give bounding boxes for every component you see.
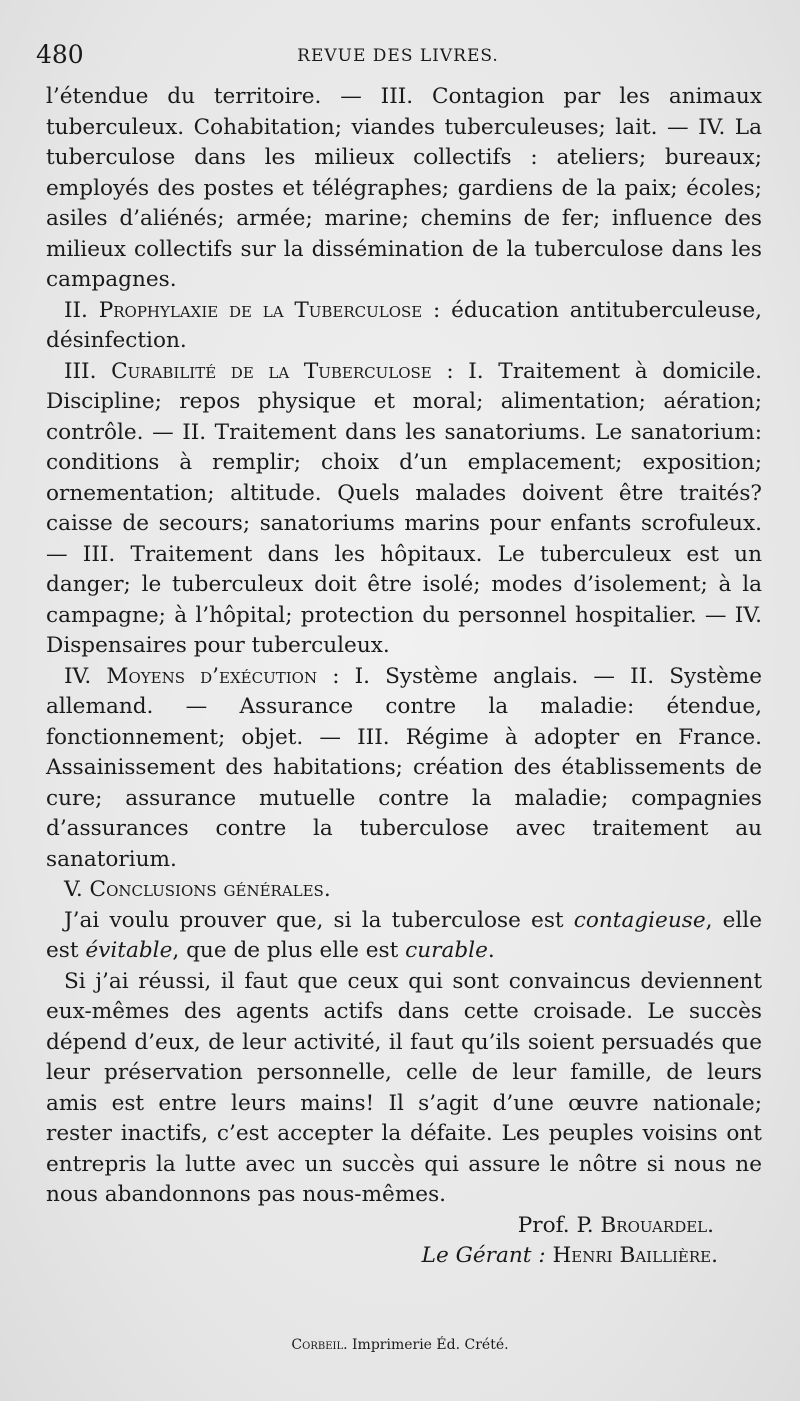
- thesis-text-2: , elle est: [46, 907, 762, 963]
- section-heading-curabilite: III. Curabilité de la Tuberculose :: [64, 358, 454, 384]
- thesis-curable: curable: [405, 938, 488, 963]
- section-text-curabilite: I. Traitement à domicile. Discipline; repos physique et moral; alimentation; aération; contrôle. — II. Traitement dans les sanatoriums. Le sanatorium: conditions à remplir; choix d’un emplacement; exposition; ornementation; altitude. Quels malades doivent être traités? caisse de secours; sanatoriums marins pour enfants scrofuleux. — III. Traitement dans les hôpitaux. Le tuberculeux est un danger; le tuberculeux doit être isolé; modes d’isolement; à la campagne; à l’hôpital; protection du personnel hospitalier. — IV. Dispensaires pour tuberculeux.: [46, 358, 762, 658]
- manager-signature: [46, 1241, 762, 1272]
- section-text-moyens: I. Système anglais. — II. Système allemand. — Assurance contre la maladie: étendue, fonctionnement; objet. — III. Régime à adopter en France. Assainissement des habitations; création des établissements de cure; assurance mutuelle contre la maladie; compagnies d’assurances contre la tuberculose avec traitement au sanatorium.: [46, 663, 762, 872]
- section-text-prophylaxie: éducation antituberculeuse, désinfection.: [46, 297, 763, 353]
- page-number: 480: [36, 40, 84, 69]
- section-heading-moyens: IV. Moyens d’exécution :: [64, 663, 340, 689]
- paragraph-prophylaxie: [46, 296, 762, 357]
- printer-city: Corbeil.: [291, 1337, 348, 1353]
- printer-imprint: [0, 1337, 800, 1353]
- thesis-text-4: .: [487, 938, 495, 963]
- thesis-evitable: évitable: [85, 938, 173, 963]
- author-signature: [46, 1211, 762, 1242]
- manager-name: Henri Baillière.: [545, 1243, 718, 1268]
- page-header: [36, 40, 760, 74]
- paragraph-contagion: l’étendue du territoire. — III. Contagion par les animaux tuberculeux. Cohabitation; viandes tuberculeuses; lait. — IV. La tuberculose dans les milieux collectifs : ateliers; bureaux; employés des postes et télégraphes; gardiens de la paix; écoles; asiles d’aliénés; armée; marine; chemins de fer; influence des milieux collectifs sur la dissémination de la tuberculose dans les campagnes.: [46, 84, 762, 292]
- section-heading-prophylaxie: II. Prophylaxie de la Tuberculose :: [64, 297, 441, 323]
- paragraph-conclusions: [46, 875, 762, 906]
- printer-name: Imprimerie Éd. Crété.: [347, 1337, 509, 1353]
- running-title: REVUE DES LIVRES.: [297, 46, 499, 66]
- paragraph-curabilite: [46, 357, 762, 662]
- section-heading-conclusions: V. Conclusions générales.: [64, 877, 331, 902]
- paragraph-thesis: [46, 906, 762, 967]
- thesis-text-3: , que de plus elle est: [172, 938, 406, 963]
- manager-label: Le Gérant :: [421, 1243, 546, 1268]
- paragraph-moyens: [46, 662, 762, 876]
- page-body: [46, 82, 762, 1272]
- author-prefix: Prof. P.: [517, 1212, 601, 1238]
- thesis-text-1: J’ai voulu prouver que, si la tuberculose est: [64, 907, 574, 933]
- thesis-contagieuse: contagieuse: [573, 907, 706, 933]
- paragraph-appeal: Si j’ai réussi, il faut que ceux qui sont convaincus deviennent eux-mêmes des agents actifs dans cette croisade. Le succès dépend d’eux, de leur activité, il faut qu’ils soient persuadés que leur préservation personnelle, celle de leur famille, de leurs amis est entre leurs mains! Il s’agit d’une œuvre nationale; rester inactifs, c’est accepter la défaite. Les peuples voisins ont entrepris la lutte avec un succès qui assure le nôtre si nous ne nous abandonnons pas nous-mêmes.: [46, 968, 762, 1207]
- author-name: Brouardel.: [600, 1212, 714, 1238]
